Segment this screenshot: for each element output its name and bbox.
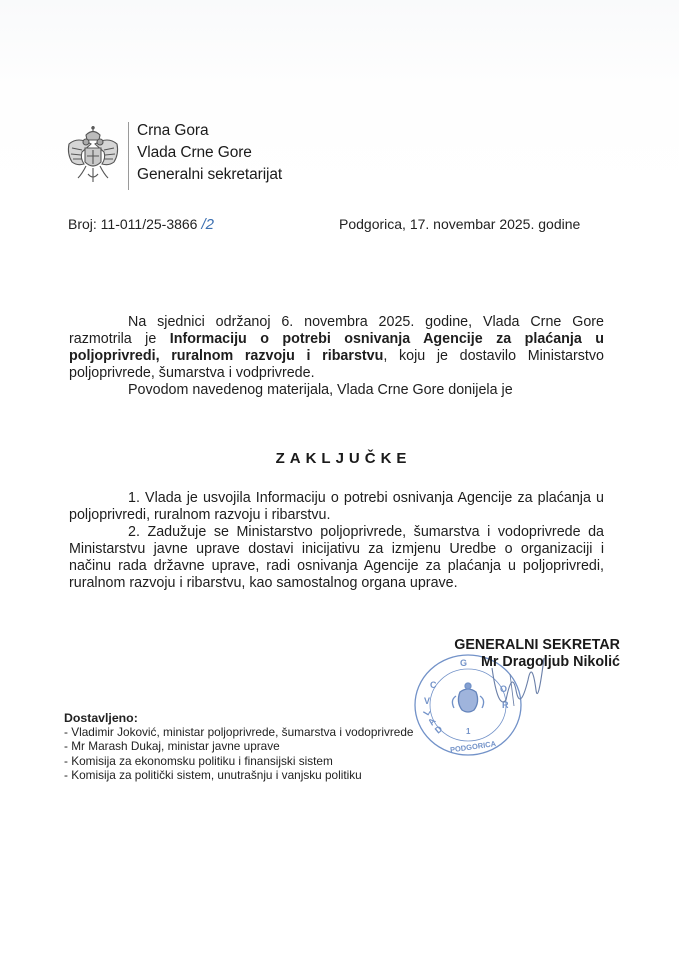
conclusion-item: 1. Vlada je usvojila Informaciju o potrebi osnivanja Agencije za plaćanja u poljoprivredi, ruralnom razvoju i ribarstvu. — [69, 490, 604, 523]
intro-decision-paragraph: Povodom navedenog materijala, Vlada Crne Gore donijela je — [128, 382, 513, 398]
office-name: Generalni sekretarijat — [137, 166, 283, 183]
issuer-block — [137, 120, 282, 186]
svg-text:D: D — [432, 723, 445, 736]
recipient-item: - Komisija za ekonomsku politiku i finansijski sistem — [64, 754, 413, 768]
letterhead — [64, 120, 282, 190]
conclusions-list — [69, 490, 604, 592]
header-divider — [128, 122, 129, 190]
handwritten-signature-icon — [488, 650, 548, 720]
montenegro-coat-of-arms-icon — [64, 126, 122, 186]
country-name: Crna Gora — [137, 122, 209, 139]
recipient-list — [64, 725, 413, 782]
svg-text:V: V — [424, 696, 431, 706]
distribution-list — [64, 711, 413, 782]
intro-text-start: Na sjednici održanoj 6. novembra 2025. godine, Vlada Crne Gore razmotrila je — [69, 314, 604, 347]
intro-section — [69, 314, 604, 399]
government-name: Vlada Crne Gore — [137, 144, 252, 161]
place-date: Podgorica, 17. novembar 2025. godine — [339, 216, 581, 232]
recipient-item: - Komisija za politički sistem, unutrašnju i vanjsku politiku — [64, 768, 413, 782]
svg-text:A: A — [425, 715, 438, 728]
svg-text:L: L — [421, 707, 433, 717]
document-number-text: Broj: 11-011/25-3866 — [68, 216, 198, 232]
conclusion-item: 2. Zadužuje se Ministarstvo poljoprivrede, šumarstva i vodoprivrede da Ministarstvu javne uprave dostavi inicijativu za izmjenu Uredbe o organizaciji i načinu rada državne uprave, radi osnivanja Agencije za plaćanja u poljoprivredi, ruralnom razvoju i ribarstvu, kao samostalnog organa uprave. — [69, 524, 604, 591]
signatory-name: Mr Dragoljub Nikolić — [480, 654, 620, 670]
conclusions-heading: ZAKLJUČKE — [275, 450, 412, 467]
svg-text:1: 1 — [466, 727, 471, 736]
distribution-title: Dostavljeno: — [64, 711, 138, 725]
document-number — [68, 216, 214, 233]
handwritten-mark: /2 — [201, 216, 214, 233]
recipient-item: - Vladimir Joković, ministar poljoprivrede, šumarstva i vodoprivrede — [64, 725, 413, 739]
recipient-item: - Mr Marash Dukaj, ministar javne uprave — [64, 739, 413, 753]
intro-text-end: , koju je dostavilo Ministarstvo poljoprivrede, šumarstva i vodprivrede. — [69, 348, 604, 381]
svg-text:O: O — [500, 684, 508, 694]
svg-text:R: R — [502, 700, 509, 710]
svg-text:PODGORICA: PODGORICA — [449, 739, 497, 755]
svg-text:G: G — [460, 658, 468, 668]
signatory-title: GENERALNI SEKRETAR — [454, 637, 620, 653]
intro-subject-bold: Informaciju o potrebi osnivanja Agencije za plaćanja u poljoprivredi, ruralnom razvoju i ribarstvu — [69, 331, 604, 364]
intro-paragraph — [69, 314, 604, 382]
svg-text:C: C — [430, 680, 437, 690]
